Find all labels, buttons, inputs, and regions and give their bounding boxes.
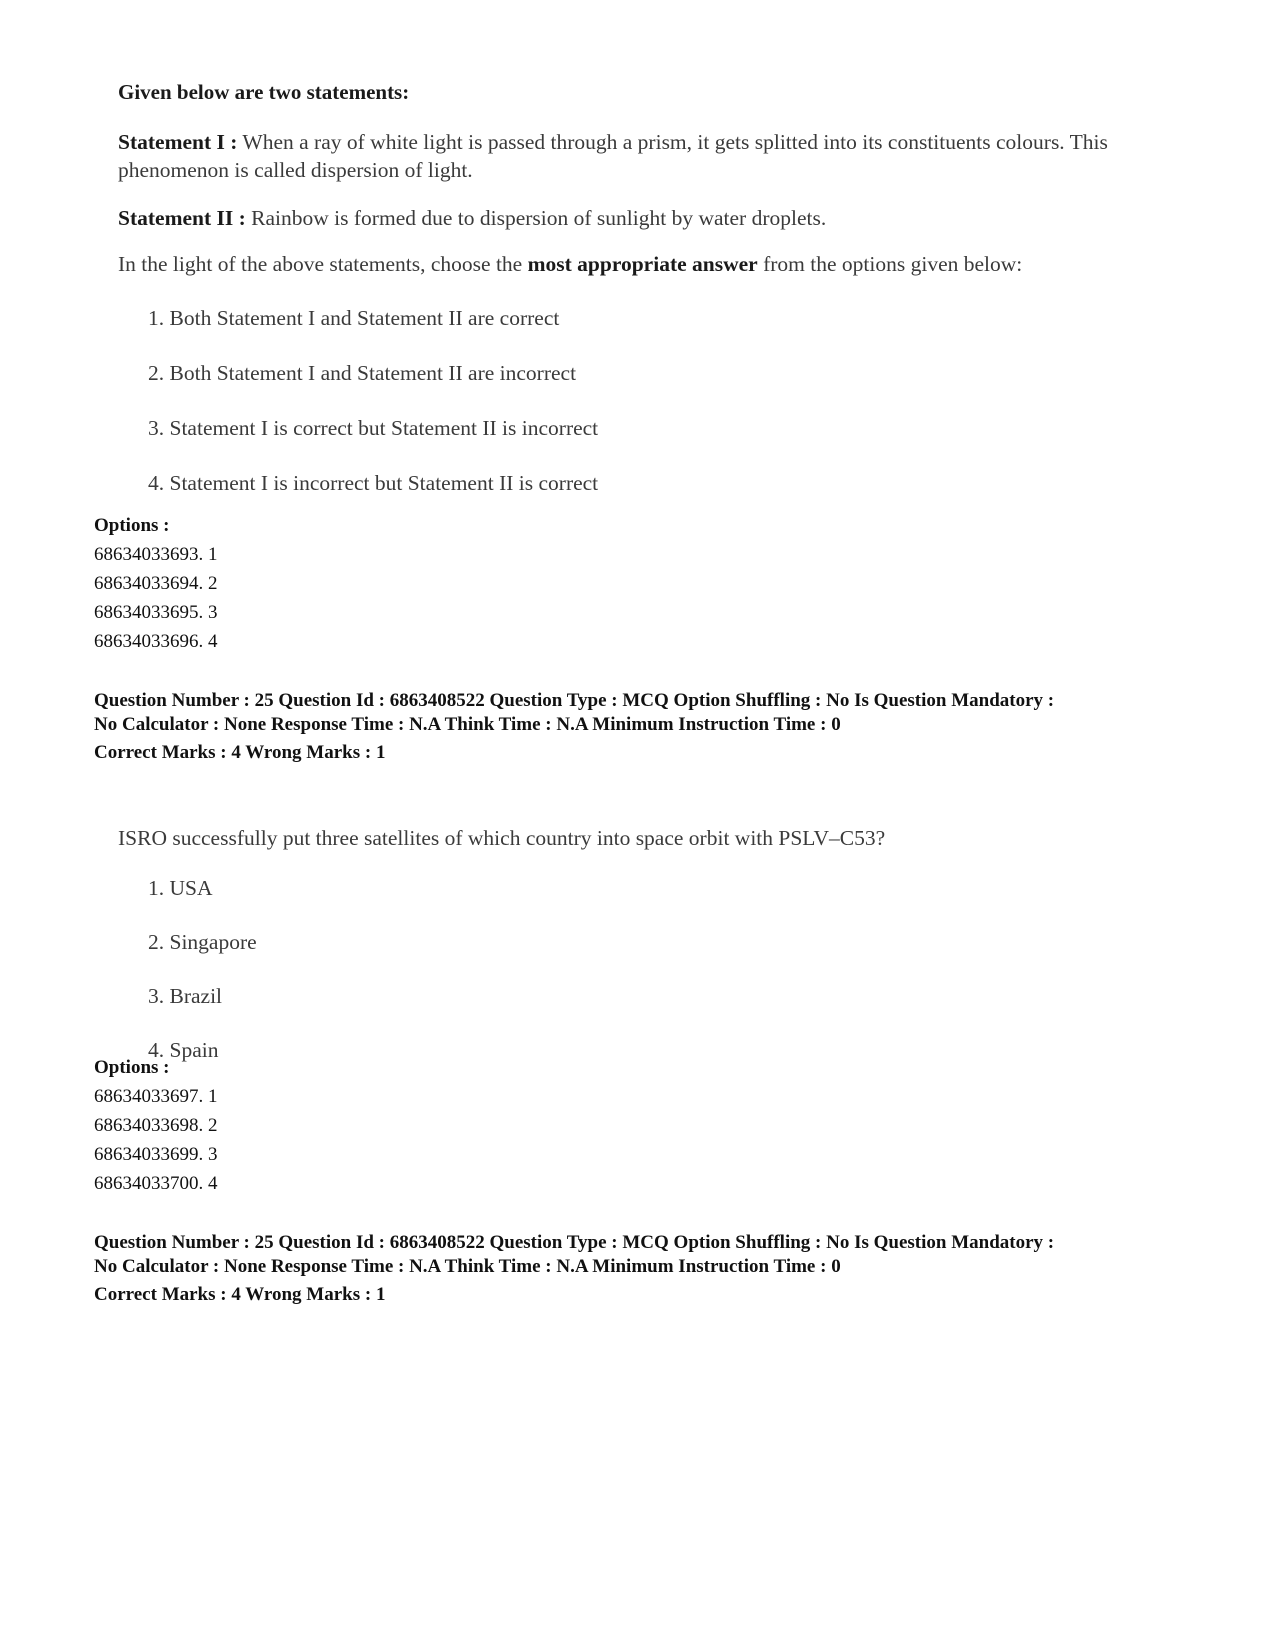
instruction-bold: most appropriate answer bbox=[527, 252, 758, 276]
statement-1-text: When a ray of white light is passed through a prism, it gets splitted into its constituents colours. This phenomenon is called dispersion of light. bbox=[118, 130, 1108, 182]
option-id: 68634033699. 3 bbox=[94, 1144, 218, 1165]
meta-line: Question Number : 25 Question Id : 6863408522 Question Type : MCQ Option Shuffling : No Is Question Mandatory : bbox=[94, 1232, 1055, 1253]
option-id: 68634033697. 1 bbox=[94, 1086, 218, 1107]
marks-line: Correct Marks : 4 Wrong Marks : 1 bbox=[94, 1284, 386, 1305]
choice-list bbox=[118, 291, 1178, 511]
statement-2-label: Statement II : bbox=[118, 206, 246, 230]
choice-item: 1. USA bbox=[148, 876, 213, 900]
choice-list bbox=[118, 861, 1178, 1077]
choice-item: 4. Spain bbox=[148, 1038, 219, 1062]
meta-line: No Calculator : None Response Time : N.A Think Time : N.A Minimum Instruction Time : 0 bbox=[94, 714, 841, 735]
choice-item: 3. Statement I is correct but Statement II is incorrect bbox=[148, 416, 599, 440]
question-meta-2 bbox=[94, 1231, 1214, 1307]
option-id: 68634033698. 2 bbox=[94, 1115, 218, 1136]
option-id: 68634033694. 2 bbox=[94, 573, 218, 594]
statement-2 bbox=[118, 204, 1178, 232]
statement-1-label: Statement I : bbox=[118, 130, 238, 154]
options-block-2 bbox=[94, 1053, 218, 1198]
choice-item: 2. Both Statement I and Statement II are incorrect bbox=[148, 361, 577, 385]
statement-2-text: Rainbow is formed due to dispersion of sunlight by water droplets. bbox=[251, 206, 827, 230]
option-id: 68634033693. 1 bbox=[94, 544, 218, 565]
instruction bbox=[118, 252, 1178, 277]
choice-item: 4. Statement I is incorrect but Statement II is correct bbox=[148, 471, 599, 495]
instruction-pre: In the light of the above statements, choose the bbox=[118, 252, 523, 276]
option-id: 68634033696. 4 bbox=[94, 631, 218, 652]
choice-item: 1. Both Statement I and Statement II are correct bbox=[148, 306, 560, 330]
question-meta-1 bbox=[94, 689, 1214, 765]
question-intro: Given below are two statements: bbox=[118, 80, 410, 104]
question-1-image bbox=[118, 80, 1178, 511]
question-text: ISRO successfully put three satellites of which country into space orbit with PSLV–C53? bbox=[118, 826, 886, 850]
choice-item: 3. Brazil bbox=[148, 984, 223, 1008]
options-block-1 bbox=[94, 511, 218, 656]
option-id: 68634033700. 4 bbox=[94, 1173, 218, 1194]
options-heading: Options : bbox=[94, 515, 170, 536]
meta-line: Question Number : 25 Question Id : 6863408522 Question Type : MCQ Option Shuffling : No Is Question Mandatory : bbox=[94, 690, 1055, 711]
question-2-image bbox=[118, 826, 1178, 1077]
choice-item: 2. Singapore bbox=[148, 930, 257, 954]
marks-line: Correct Marks : 4 Wrong Marks : 1 bbox=[94, 742, 386, 763]
option-id: 68634033695. 3 bbox=[94, 602, 218, 623]
statement-1 bbox=[118, 128, 1178, 184]
instruction-post: from the options given below: bbox=[763, 252, 1023, 276]
meta-line: No Calculator : None Response Time : N.A Think Time : N.A Minimum Instruction Time : 0 bbox=[94, 1256, 841, 1277]
options-heading: Options : bbox=[94, 1057, 170, 1078]
